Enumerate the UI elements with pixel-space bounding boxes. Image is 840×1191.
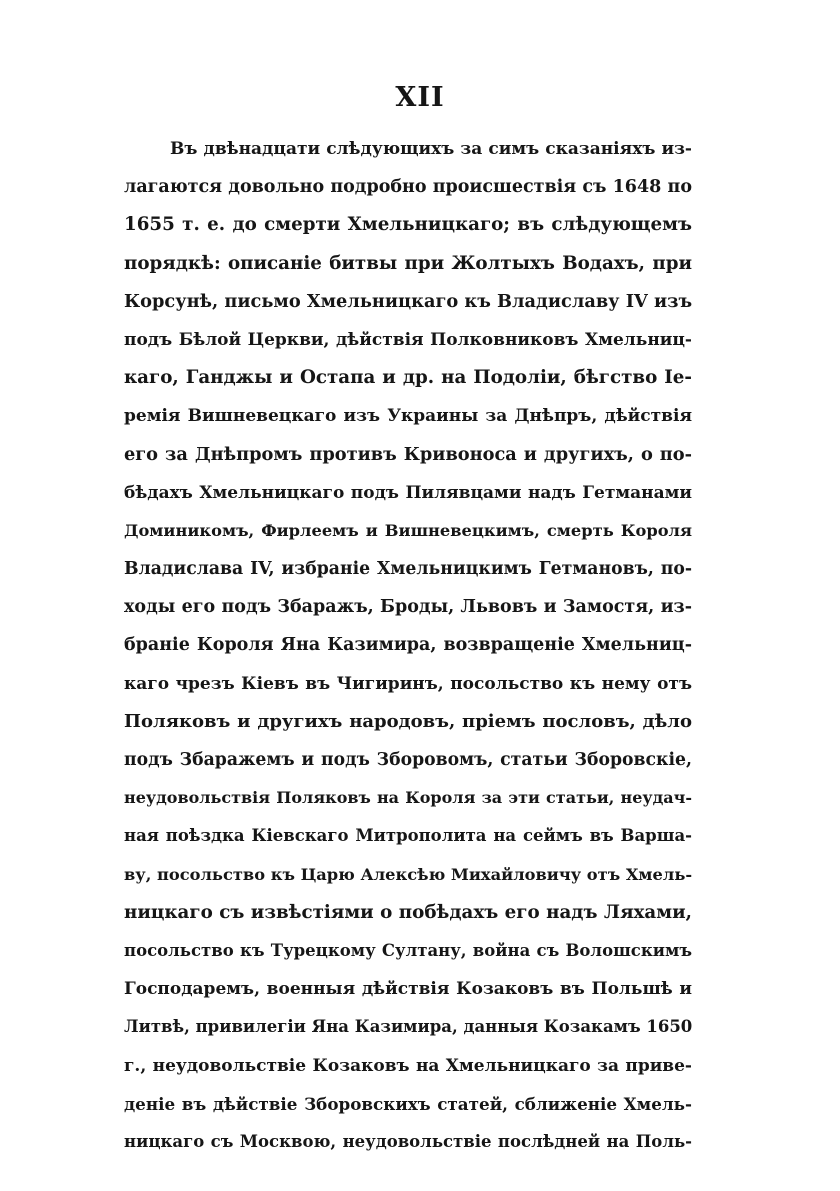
text-line: Литвѣ, привилегіи Яна Казимира, данныя Козакамъ 1650 [124, 1017, 693, 1037]
page-number: XII [395, 82, 445, 113]
text-line: его за Днѣпромъ противъ Кривоноса и другихъ, о по- [124, 443, 692, 465]
text-line: посольство къ Турецкому Султану, война съ Волошскимъ [124, 940, 692, 960]
text-line: браніе Короля Яна Казимира, возвращеніе Хмельниц- [124, 635, 692, 656]
text-line: Господаремъ, военныя дѣйствія Козаковъ въ Польшѣ и [124, 979, 692, 1000]
text-line: подъ Бѣлой Церкви, дѣйствія Полковниковъ Хмельниц- [124, 329, 692, 350]
text-line: неудовольствія Поляковъ на Короля за эти статьи, неудач- [124, 788, 692, 808]
text-line: Владислава IV, избраніе Хмельницкимъ Гетмановъ, по- [124, 559, 692, 580]
text-line: г., неудовольствіе Козаковъ на Хмельницкаго за приве- [124, 1055, 692, 1076]
text-line: Доминикомъ, Фирлеемъ и Вишневецкимъ, смерть Короля [124, 520, 692, 540]
text-line: деніе въ дѣйствіе Зборовскихъ статей, сближеніе Хмель- [124, 1093, 692, 1114]
text-line: ходы его подъ Збаражъ, Броды, Львовъ и Замостя, из- [124, 597, 692, 618]
text-line: ная поѣздка Кіевскаго Митрополита на сеймъ въ Варша- [124, 826, 692, 846]
text-line: порядкѣ: описаніе битвы при Жолтыхъ Водахъ, при [124, 252, 692, 274]
text-line: каго чрезъ Кіевъ въ Чигиринъ, посольство къ нему отъ [124, 673, 692, 694]
text-line: Корсунѣ, письмо Хмельницкаго къ Владиславу IV изъ [124, 290, 693, 312]
text-line: 1655 т. е. до смерти Хмельницкаго; въ слѣдующемъ [124, 214, 692, 236]
text-line: Поляковъ и другихъ народовъ, пріемъ пословъ, дѣло [124, 710, 692, 732]
text-line: Въ двѣнадцати слѣдующихъ за симъ сказаніяхъ из- [170, 139, 692, 159]
text-line: лагаются довольно подробно происшествія съ 1648 по [124, 177, 692, 198]
text-line: ремія Вишневецкаго изъ Украины за Днѣпръ, дѣйствія [124, 406, 692, 427]
text-line: подъ Збаражемъ и подъ Зборовомъ, статьи Зборовскіе, [124, 750, 692, 770]
text-line: бѣдахъ Хмельницкаго подъ Пилявцами надъ Гетманами [124, 482, 692, 503]
text-line: ницкаго съ извѣстіями о побѣдахъ его надъ Ляхами, [124, 901, 692, 923]
text-line: ницкаго съ Москвою, неудовольствіе послѣдней на Поль- [124, 1131, 692, 1151]
body-text [124, 130, 692, 1161]
text-line: ву, посольство къ Царю Алексѣю Михайловичу отъ Хмель- [124, 864, 693, 884]
text-line: каго, Ганджы и Остапа и др. на Подоліи, бѣгство Іе- [124, 367, 692, 389]
